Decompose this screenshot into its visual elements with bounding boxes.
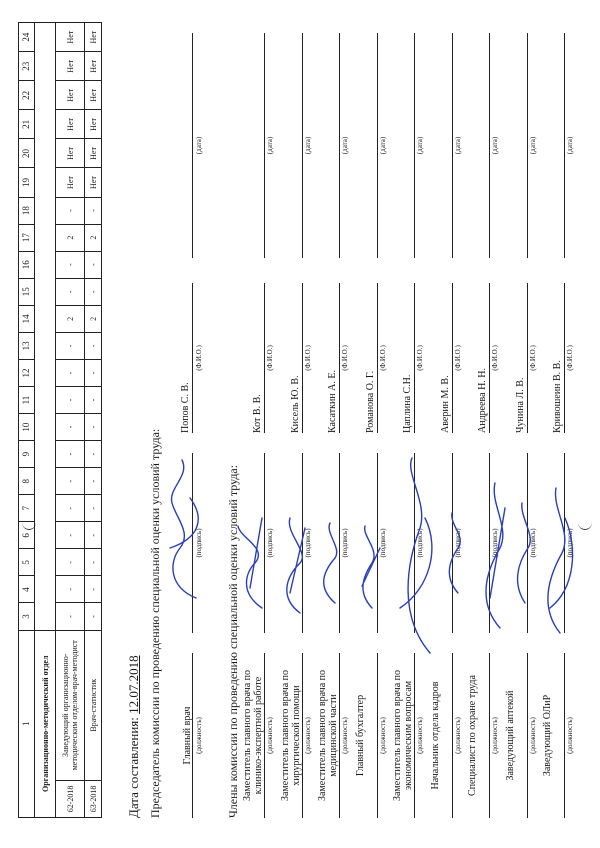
column-number: 24 [19, 23, 35, 52]
cell: Нет [85, 23, 102, 52]
position-caption: (должность) [195, 717, 203, 754]
cell: - [85, 468, 102, 495]
cell: Нет [85, 110, 102, 139]
position-caption: (должность) [303, 717, 312, 754]
signature-caption: (подпись) [528, 528, 537, 558]
cell: - [56, 359, 85, 386]
cell: - [56, 332, 85, 359]
member-position: Заведующий ОЛиР [542, 694, 553, 777]
column-number: 13 [19, 332, 35, 359]
cell: 2 [85, 305, 102, 332]
date-caption: (дата) [528, 136, 537, 155]
member-position: Начальник отдела кадров [429, 681, 441, 790]
signature-caption: (подпись) [266, 528, 274, 558]
column-number: 4 [19, 576, 35, 603]
cell: - [85, 278, 102, 305]
member-fio: Романова О. Г. [364, 370, 376, 433]
cell: - [85, 441, 102, 468]
member-position: Заместитель главного врача по медицинской части [317, 670, 339, 802]
chair-fio: Попов С. В. [180, 382, 191, 433]
cell: - [56, 576, 85, 603]
member-fio: Чунина Л. В. [514, 377, 526, 433]
cell: - [85, 549, 102, 576]
fio-caption: (Ф.И.О.) [303, 345, 312, 371]
column-number: 22 [19, 81, 35, 110]
cell: - [85, 495, 102, 522]
fio-caption: (Ф.И.О.) [195, 345, 203, 371]
cell: - [56, 522, 85, 549]
member-fio: Цаплина С.Н. [402, 374, 413, 433]
signature-caption: (подпись) [453, 528, 462, 558]
member-fio: Андреева Н. Н. [477, 367, 488, 433]
member-position: Заведующий аптекой [504, 690, 516, 781]
cell: - [85, 251, 102, 278]
column-number: 18 [19, 197, 35, 224]
cell: 2 [56, 305, 85, 332]
signature-member-9 [548, 488, 573, 633]
member-fio: Аверин М. В. [439, 375, 451, 433]
fio-caption: (Ф.И.О.) [416, 345, 424, 371]
date-caption: (дата) [491, 136, 499, 155]
column-number: 8 [19, 468, 35, 495]
signature-member-4 [362, 526, 380, 608]
position-caption: (должность) [453, 717, 462, 754]
column-number: 5 [19, 549, 35, 576]
fio-caption: (Ф.И.О.) [491, 345, 499, 371]
position-caption: (должность) [341, 717, 349, 754]
cell: - [85, 414, 102, 441]
cell: - [85, 576, 102, 603]
date-caption: (дата) [195, 136, 203, 155]
signature-member-7 [486, 483, 505, 628]
date-caption: (дата) [341, 136, 349, 155]
cell: - [56, 495, 85, 522]
member-position: Специалист по охране труда [467, 675, 478, 796]
column-number: 20 [19, 139, 35, 168]
column-number: 12 [19, 359, 35, 386]
cell: - [85, 197, 102, 224]
date-caption: (дата) [303, 136, 312, 155]
column-number: 3 [19, 603, 35, 630]
column-number: 17 [19, 224, 35, 251]
date-caption: (дата) [378, 136, 387, 155]
member-fio: Кисель Ю. В. [289, 375, 301, 433]
signature-member-3 [324, 523, 337, 603]
position-caption: (должность) [491, 717, 499, 754]
cell: - [56, 278, 85, 305]
fio-caption: (Ф.И.О.) [378, 345, 387, 371]
signature-member-5 [400, 458, 432, 653]
column-number: 16 [19, 251, 35, 278]
cell: - [56, 386, 85, 413]
fio-caption: (Ф.И.О.) [266, 345, 274, 371]
row-code: 63-2018 [85, 780, 102, 817]
member-fio: Кривошеин В. В. [552, 360, 563, 433]
column-number: 10 [19, 414, 35, 441]
column-number: 15 [19, 278, 35, 305]
signature-caption: (подпись) [195, 528, 203, 558]
cell: - [56, 549, 85, 576]
column-number: 9 [19, 441, 35, 468]
signature-member-6 [449, 513, 460, 593]
cell: - [85, 332, 102, 359]
position-caption: (должность) [416, 717, 424, 754]
position-caption: (должность) [378, 717, 387, 754]
fio-caption: (Ф.И.О.) [341, 345, 349, 371]
position-caption: (должность) [528, 717, 537, 754]
cell: 2 [85, 224, 102, 251]
row-name: Заведующий организационно-методическим отделом-врач-методист [56, 630, 85, 780]
cell: - [85, 522, 102, 549]
chair-heading: Председатель комиссии по проведению специальной оценки условий труда: [148, 428, 162, 818]
cell: Нет [85, 139, 102, 168]
column-number: 11 [19, 386, 35, 413]
date-value: 12.07.2018 [126, 655, 141, 714]
position-caption: (должность) [266, 717, 274, 754]
cell: Нет [56, 168, 85, 197]
cell: Нет [85, 81, 102, 110]
signature-caption: (подпись) [378, 528, 387, 558]
cell: - [56, 441, 85, 468]
cell: Нет [56, 110, 85, 139]
cell: - [85, 359, 102, 386]
cell: Нет [85, 168, 102, 197]
signature-member-8 [518, 503, 531, 603]
member-position: Заместитель главного врача по экономическим вопросам [392, 670, 414, 802]
cell: - [85, 603, 102, 630]
cell: Нет [56, 23, 85, 52]
cell: Нет [56, 52, 85, 81]
signature-caption: (подпись) [491, 528, 499, 558]
member-position: Главный бухгалтер [354, 694, 366, 777]
row-name: Врач-статистик [85, 630, 102, 780]
cell: 2 [56, 224, 85, 251]
group-name: Организационно-методический отдел [35, 630, 56, 817]
position-caption: (должность) [566, 717, 574, 754]
signature-caption: (подпись) [416, 528, 424, 558]
column-number: 7 [19, 495, 35, 522]
fio-caption: (Ф.И.О.) [453, 345, 462, 371]
member-position: Заместитель главного врача по хирургической помощи [279, 670, 302, 802]
signature-member-2 [287, 518, 305, 613]
column-number: 6 [19, 522, 35, 549]
column-number: 23 [19, 52, 35, 81]
column-number: 21 [19, 110, 35, 139]
chair-position: Главный врач [182, 706, 193, 765]
date-caption: (дата) [266, 136, 274, 155]
column-number: 1 [19, 630, 35, 817]
signature-caption: (подпись) [341, 528, 349, 558]
date-label: Дата составления: [126, 717, 141, 818]
signature-caption: (подпись) [303, 528, 312, 558]
column-number: 14 [19, 305, 35, 332]
cell: - [56, 414, 85, 441]
row-code: 62-2018 [56, 780, 85, 817]
date-caption: (дата) [416, 136, 424, 155]
cell: - [56, 251, 85, 278]
column-number: 19 [19, 168, 35, 197]
members-heading: Члены комиссии по проведению специальной оценки условий труда: [226, 464, 240, 818]
cell: Нет [85, 52, 102, 81]
cell: - [56, 197, 85, 224]
member-fio: Касаткин А. Е. [327, 370, 338, 433]
cell: Нет [56, 139, 85, 168]
fio-caption: (Ф.И.О.) [528, 345, 537, 371]
cell: - [85, 386, 102, 413]
cell: - [56, 603, 85, 630]
fio-caption: (Ф.И.О.) [566, 345, 574, 371]
signature-chair [170, 460, 198, 598]
signature-member-1 [238, 518, 262, 608]
cell: - [56, 468, 85, 495]
date-caption: (дата) [453, 136, 462, 155]
member-fio: Кот В. В. [252, 394, 263, 433]
date-caption: (дата) [566, 136, 574, 155]
cell: Нет [56, 81, 85, 110]
member-position: Заместитель главного врача по клинико-экспертной работе [242, 670, 264, 802]
signature-caption: (подпись) [566, 528, 574, 558]
